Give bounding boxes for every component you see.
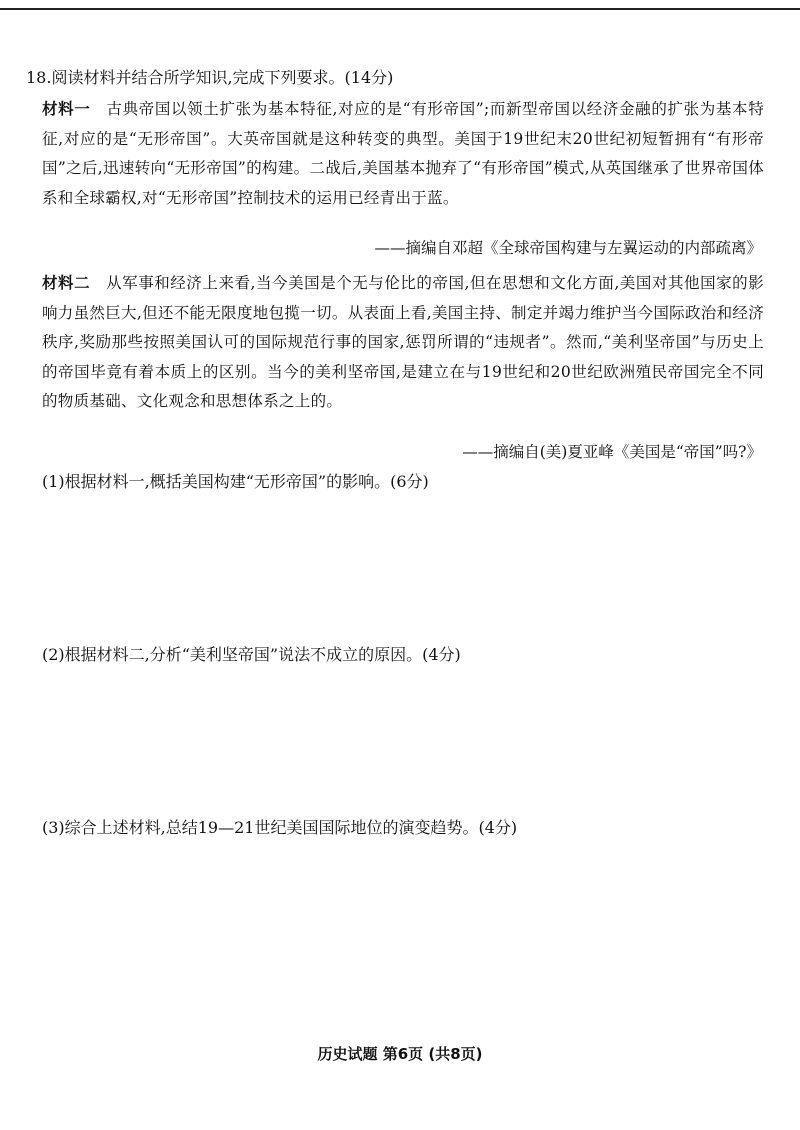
material-one-source: ——摘编自邓超《全球帝国构建与左翼运动的内部疏离》 bbox=[374, 239, 762, 257]
material-two-label: 材料二 bbox=[42, 273, 91, 292]
top-border-line bbox=[0, 8, 800, 10]
material-two-source: ——摘编自(美)夏亚峰《美国是“帝国”吗?》 bbox=[462, 443, 762, 461]
material-one-text: 古典帝国以领土扩张为基本特征,对应的是“有形帝国”;而新型帝国以经济金融的扩张为基本特征,对应的是“无形帝国”。大英帝国就是这种转变的典型。美国于19世纪末20世纪初短暂拥有“有形帝国”之后,迅速转向“无形帝国”的构建。二战后,美国基本抛弃了“有形帝国”模式,从英国继承了世界帝国体系和全球霸权,对“无形帝国”控制技术的运用已经青出于蓝。 bbox=[42, 100, 764, 207]
subquestion-1: (1)根据材料一,概括美国构建“无形帝国”的影响。(6分) bbox=[42, 472, 429, 491]
material-one-label: 材料一 bbox=[42, 99, 91, 118]
subquestion-2: (2)根据材料二,分析“美利坚帝国”说法不成立的原因。(4分) bbox=[42, 645, 461, 664]
material-one bbox=[42, 94, 764, 213]
page-footer: 历史试题 第6页 (共8页) bbox=[317, 1045, 483, 1063]
material-two-text: 从军事和经济上来看,当今美国是个无与伦比的帝国,但在思想和文化方面,美国对其他国家的影响力虽然巨大,但还不能无限度地包揽一切。从表面上看,美国主持、制定并竭力维护当今国际政治和经济秩序,奖励那些按照美国认可的国际规范行事的国家,惩罚所谓的“违规者”。然而,“美利坚帝国”与历史上的帝国毕竟有着本质上的区别。当今的美利坚帝国,是建立在与19世纪和20世纪欧洲殖民帝国完全不同的物质基础、文化观念和思想体系之上的。 bbox=[42, 274, 765, 410]
subquestion-3: (3)综合上述材料,总结19—21世纪美国国际地位的演变趋势。(4分) bbox=[42, 818, 518, 837]
material-two bbox=[42, 268, 764, 417]
question-header: 18.阅读材料并结合所学知识,完成下列要求。(14分) bbox=[26, 68, 394, 87]
